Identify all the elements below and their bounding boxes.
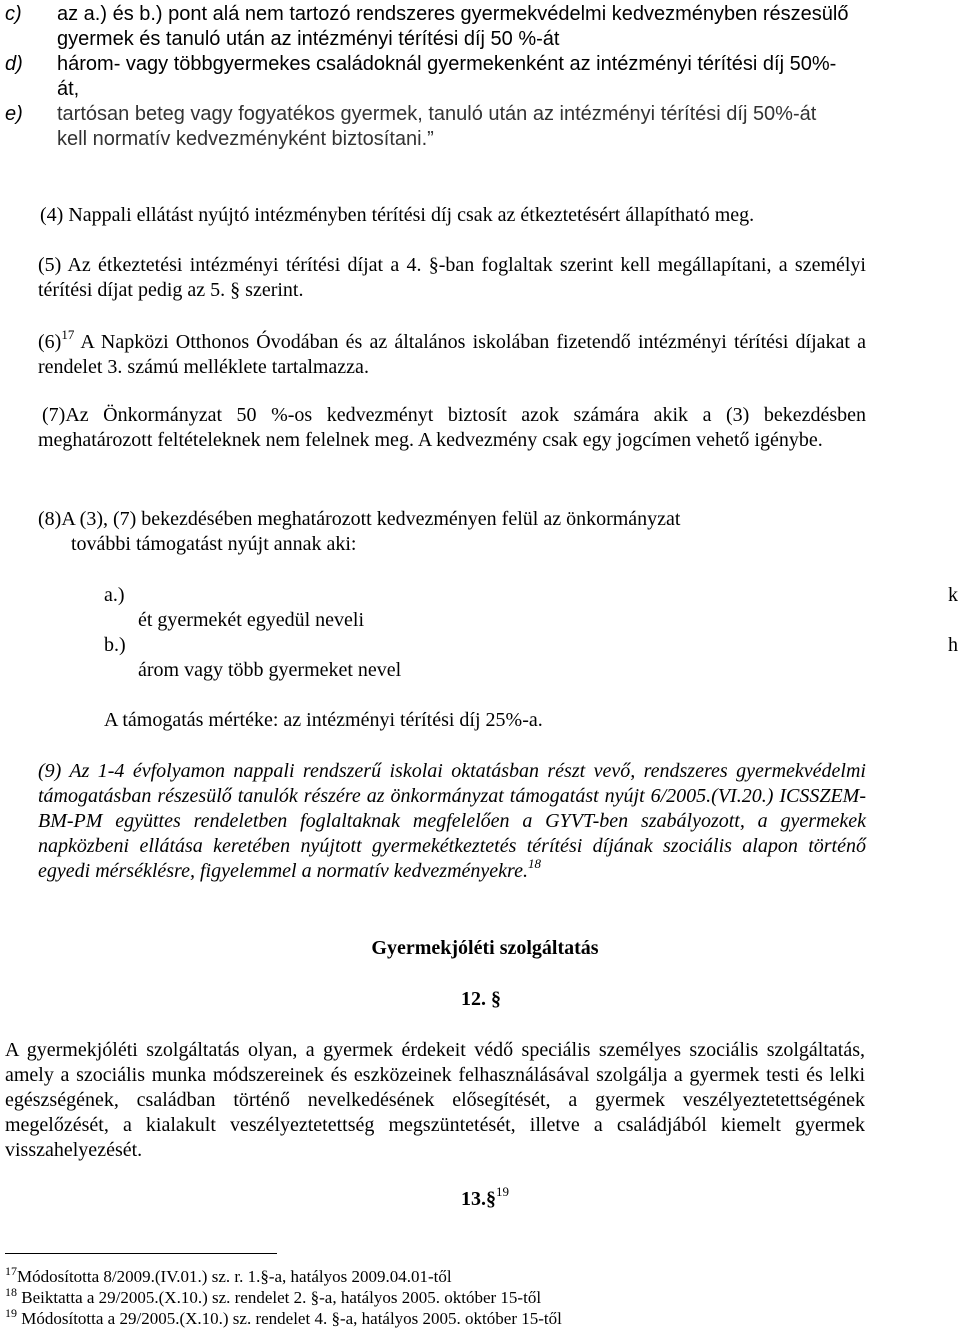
paragraph-8-a-text: ét gyermekét egyedül neveli <box>138 609 365 631</box>
footnote-18 <box>5 1285 542 1308</box>
footnote-17 <box>5 1264 452 1287</box>
footnote-ref-19: 19 <box>496 1184 509 1199</box>
paragraph-5: (5) Az étkeztetési intézményi térítési díjat a 4. §-ban foglaltak szerint kell megállapítani, a személyi térítési díjat pedig az 5. § szerint. <box>38 254 866 301</box>
paragraph-8-a-letter: k <box>948 584 958 606</box>
list-text-d-line2: át, <box>57 78 80 100</box>
paragraph-7: (7)Az Önkormányzat 50 %-os kedvezményt biztosít azok számára akik a (3) bekezdésben meghatározott feltételeknek nem felelnek meg. A kedvezmény csak egy jogcímen vehető igénybe. <box>38 404 866 451</box>
paragraph-6-text: A Napközi Otthonos Óvodában és az általános iskolában fizetendő intézményi térítési díjakat a rendelet 3. számú melléklete tartalmazza. <box>38 331 866 378</box>
paragraph-8-b-label: b.) <box>104 634 126 656</box>
section-13-text: 13.§ <box>461 1188 496 1210</box>
list-text-e-line2: kell normatív kedvezményként biztosítani.” <box>57 128 434 150</box>
footnote-17-text: Módosította 8/2009.(IV.01.) sz. r. 1.§-a, hatályos 2009.04.01-től <box>17 1267 452 1286</box>
paragraph-8-support: A támogatás mértéke: az intézményi térítési díj 25%-a. <box>104 709 543 731</box>
section-12-number: 12. § <box>461 988 501 1010</box>
footnote-18-number: 18 <box>5 1285 17 1299</box>
paragraph-6-number: (6) <box>38 331 62 353</box>
paragraph-8-b-text: árom vagy több gyermeket nevel <box>138 659 402 681</box>
paragraph-8-line1: (8)A (3), (7) bekezdésében meghatározott kedvezményen felül az önkormányzat <box>38 508 681 530</box>
footnote-19 <box>5 1306 562 1329</box>
footnote-19-text: Módosította a 29/2005.(X.10.) sz. rendelet 4. §-a, hatályos 2005. október 15-től <box>17 1309 562 1328</box>
list-text-e-line1: tartósan beteg vagy fogyatékos gyermek, tanuló után az intézményi térítési díj 50%-át <box>57 103 817 125</box>
paragraph-4: (4) Nappali ellátást nyújtó intézményben térítési díj csak az étkeztetésért állapítható meg. <box>40 204 755 226</box>
list-text-d-line1: három- vagy többgyermekes családoknál gyermekenként az intézményi térítési díj 50%- <box>57 53 837 75</box>
paragraph-8-a-label: a.) <box>104 584 125 606</box>
footnote-ref-17: 17 <box>61 327 75 342</box>
section-13-number <box>0 1184 960 1212</box>
paragraph-9 <box>38 759 866 884</box>
paragraph-12: A gyermekjóléti szolgáltatás olyan, a gyermek érdekeit védő speciális személyes szociális szolgáltatás, amely a szociális munka módszereinek és eszközeinek felhasználásával szolgálja a gyermek testi és lelki egészségének, családban történő nevelkedésének elősegítését, a gyermek veszélyeztetettségének megelőzését, a kialakult veszélyeztetettség megszüntetését, illetve a családjából kiemelt gyermek visszahelyezését. <box>5 1039 865 1161</box>
paragraph-6 <box>38 327 866 380</box>
list-label-e: e) <box>5 103 23 125</box>
paragraph-8-b-letter: h <box>948 634 958 656</box>
footnote-19-number: 19 <box>5 1306 17 1320</box>
list-label-c: c) <box>5 3 22 25</box>
list-text-c-line1: az a.) és b.) pont alá nem tartozó rendszeres gyermekvédelmi kedvezményben részesülő <box>57 3 849 25</box>
paragraph-9-text: (9) Az 1-4 évfolyamon nappali rendszerű iskolai oktatásban részt vevő, rendszeres gyermekvédelmi támogatásban részesülő tanulók részére az önkormányzat támogatást nyújt 6/2005.(VI.20.) ICSSZEM-BM-PM együttes rendeletben foglaltaknak megfelelően a GYVT-ben szabályozott, a gyermekek napközbeni ellátása keretében nyújtott gyermekétkeztetés térítési díjának szociális alapon történő egyedi mérséklésre, figyelemmel a normatív kedvezményekre. <box>38 760 866 882</box>
list-text-c-line2: gyermek és tanuló után az intézményi térítési díj 50 %-át <box>57 28 560 50</box>
footnote-ref-18: 18 <box>527 856 541 871</box>
footnote-18-text: Beiktatta a 29/2005.(X.10.) sz. rendelet 2. §-a, hatályos 2005. október 15-től <box>17 1288 542 1307</box>
section-heading: Gyermekjóléti szolgáltatás <box>371 937 599 959</box>
paragraph-8-line2: további támogatást nyújt annak aki: <box>71 533 357 555</box>
footnote-separator <box>5 1253 277 1254</box>
list-label-d: d) <box>5 53 23 75</box>
footnote-17-number: 17 <box>5 1264 17 1278</box>
